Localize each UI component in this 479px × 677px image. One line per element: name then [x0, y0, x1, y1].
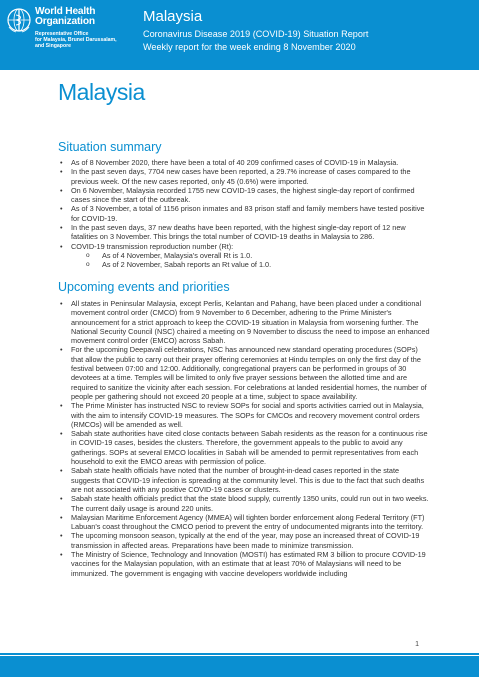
section-title-upcoming: Upcoming events and priorities — [58, 280, 230, 294]
report-title: Coronavirus Disease 2019 (COVID-19) Situation Report — [143, 29, 369, 39]
who-emblem-icon — [6, 7, 32, 33]
org-office: Representative Office for Malaysia, Brunei Darussalam, and Singapore — [35, 31, 117, 50]
upcoming-list — [58, 299, 430, 578]
page-number: 1 — [415, 641, 419, 648]
page-title: Malaysia — [58, 79, 145, 105]
list-item: • As of 8 November 2020, there have been a total of 40 209 confirmed cases of COVID-19 in Malaysia. — [58, 158, 430, 167]
section-title-situation: Situation summary — [58, 140, 162, 154]
report-header — [0, 0, 479, 70]
list-item: o As of 4 November, Malaysia's overall Rt is 1.0. — [71, 251, 430, 260]
list-item: • As of 3 November, a total of 1156 prison inmates and 83 prison staff and family members have tested positive for COVID-19. — [58, 204, 430, 223]
footer-bar — [0, 656, 479, 677]
list-item: • Sabah state health officials have noted that the number of brought-in-dead cases reported in the state suggests that COVID-19 infection is spreading at the community level. This is due to the fact that such deaths are not associated with any positive COVID-19 cases or clusters. — [58, 466, 430, 494]
list-item: • For the upcoming Deepavali celebrations, NSC has announced new standard operating procedures (SOPs) that allow the public to carry out their prayer offering ceremonies at Hindu temples on only the first day of the festival between 07:00 and 12:00. Additionally, congregational prayers can be performed in groups of 30 devotees at a time. Temples will be limited to only five prayer sessions between the allotted time and are required to sanitize the vicinity after each session. For celebrations at landed residential homes, the number of people per gathering should not exceed 20 people at a time, subject to space availability. — [58, 345, 430, 401]
list-item: • Malaysian Maritime Enforcement Agency (MMEA) will tighten border enforcement along Federal Territory (FT) Labuan's coast throughout the CMCO period to prevent the entry of undocumented migrants into the territory. — [58, 513, 430, 532]
org-name: World Health Organization — [35, 6, 96, 28]
list-item: • In the past seven days, 37 new deaths have been reported, with the highest single-day report of 12 new fatalities on 3 November. This brings the total number of COVID-19 deaths in Malaysia to 286. — [58, 223, 430, 242]
list-item: • The upcoming monsoon season, typically at the end of the year, may pose an increased threat of COVID-19 transmission in affected areas. Preparations have been made to minimize transmission. — [58, 531, 430, 550]
who-logo — [6, 7, 134, 65]
report-week: Weekly report for the week ending 8 November 2020 — [143, 42, 356, 52]
list-item: o As of 2 November, Sabah reports an Rt value of 1.0. — [71, 260, 430, 269]
header-country: Malaysia — [143, 8, 203, 25]
list-item: • On 6 November, Malaysia recorded 1755 new COVID-19 cases, the highest single-day report of confirmed cases since the start of the outbreak. — [58, 186, 430, 205]
list-item: • All states in Peninsular Malaysia, except Perlis, Kelantan and Pahang, have been placed under a conditional movement control order (CMCO) from 9 November to 6 December, adhering to the Prime Minister's announcement for a strict approach to keep the COVID-19 situation in Malaysia from worsening further. The National Security Council (NSC) chaired a meeting on 9 November to discuss the need to impose an enhanced movement control order (EMCO) across Sabah. — [58, 299, 430, 345]
list-item: • The Prime Minister has instructed NSC to review SOPs for social and sports activities carried out in Malaysia, with the aim to intensify COVID-19 measures. The SOPs for CMCOs and recovery movement control orders (RMCOs) will be amended as well. — [58, 401, 430, 429]
situation-list — [58, 158, 430, 270]
rt-list — [71, 251, 430, 270]
rt-heading: COVID-19 transmission reproduction number (Rt): — [71, 241, 234, 251]
list-item: • In the past seven days, 7704 new cases have been reported, a 29.7% increase of cases compared to the previous week. Of the new cases reported, only 45 (0.6%) were imported. — [58, 167, 430, 186]
list-item: • Sabah state authorities have cited close contacts between Sabah residents as the reason for a continuous rise in COVID-19 cases, besides the clusters. Therefore, the government appeals to the public to avoid any gatherings. SOPs at several EMCO localities in Sabah will be amended to permit representatives from each household to exit the EMCO areas with permission of police. — [58, 429, 430, 466]
list-item: • Sabah state health officials predict that the state blood supply, currently 1350 units, could run out in two weeks. The current daily usage is around 220 units. — [58, 494, 430, 513]
footer-divider — [0, 653, 479, 655]
list-item: • The Ministry of Science, Technology and Innovation (MOSTI) has estimated RM 3 billion to procure COVID-19 vaccines for the Malaysian population, with an estimate that at least 70% of Malaysians will need to be immunized. The government is engaging with vaccine developers worldwide including — [58, 550, 430, 578]
list-item — [58, 242, 430, 270]
